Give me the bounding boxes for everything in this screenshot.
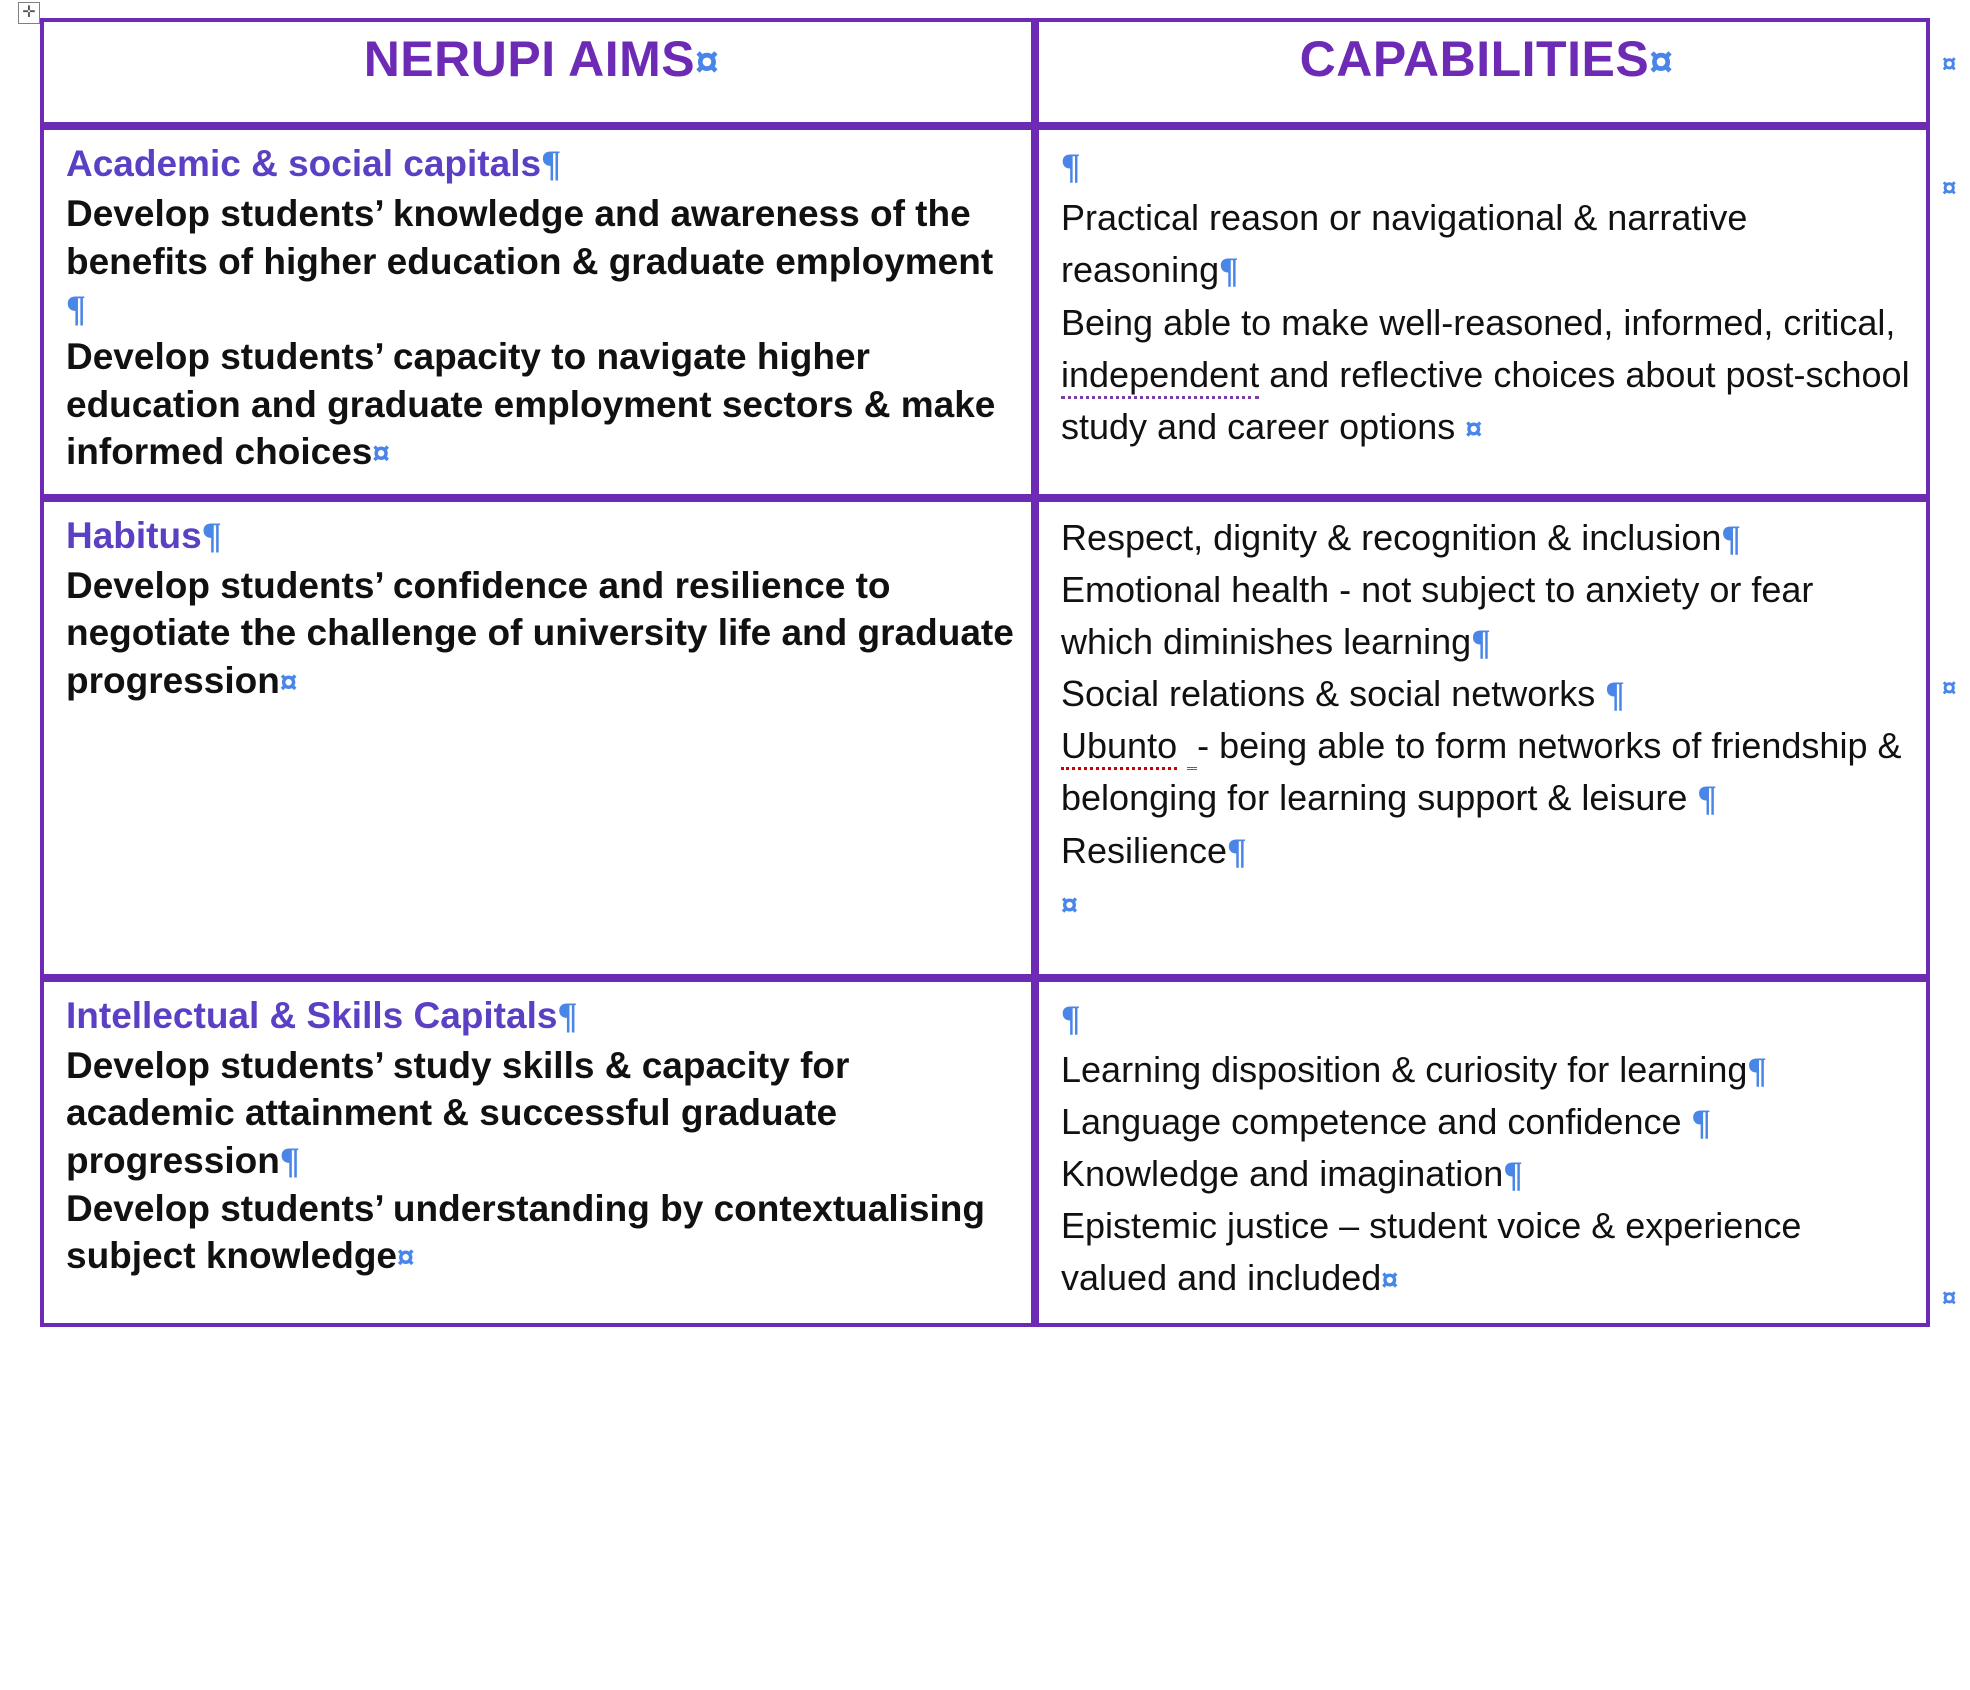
pilcrow-icon: ¶ <box>541 144 562 185</box>
pilcrow-icon: ¶ <box>66 289 86 331</box>
margin-anchor-icon: ¤ <box>1942 172 1957 202</box>
row-title: Intellectual & Skills Capitals¶ <box>66 994 578 1037</box>
header-cell-capabilities[interactable] <box>1035 18 1930 126</box>
row-title: Academic & social capitals¶ <box>66 143 562 185</box>
row-title: Habitus¶ <box>66 514 222 557</box>
pilcrow-icon: ¶ <box>1503 1154 1523 1195</box>
pilcrow-icon: ¶ <box>201 515 222 557</box>
empty-paragraph <box>1061 992 1912 1044</box>
header-label-aims: NERUPI AIMS¤ <box>363 31 720 87</box>
capability-item: Knowledge and imagination¶ <box>1061 1153 1523 1195</box>
aims-cell-intellectual-skills-capitals[interactable] <box>40 978 1035 1327</box>
anchor-mark-icon: ¤ <box>397 1240 415 1276</box>
header-label-capabilities: CAPABILITIES¤ <box>1299 31 1674 87</box>
table-header-row <box>40 18 1930 126</box>
margin-anchor-icon: ¤ <box>1942 672 1957 702</box>
capability-item: Practical reason or navigational & narrative reasoning¶ <box>1061 197 1748 291</box>
empty-paragraph <box>1061 140 1912 192</box>
table-row <box>40 978 1930 1327</box>
pilcrow-icon: ¶ <box>1227 830 1247 871</box>
capability-item: Ubunto - being able to form networks of friendship & belonging for learning support & leisure ¶ <box>1061 725 1902 819</box>
pilcrow-icon: ¶ <box>1605 674 1625 715</box>
anchor-mark-icon: ¤ <box>1381 1263 1399 1298</box>
capability-item: Social relations & social networks ¶ <box>1061 673 1625 715</box>
capability-item: Epistemic justice – student voice & experience valued and included¤ <box>1061 1205 1802 1299</box>
aim-paragraph: Develop students’ understanding by contextualising subject knowledge¤ <box>66 1187 985 1277</box>
header-cell-aims[interactable] <box>40 18 1035 126</box>
aims-cell-academic-social-capitals[interactable] <box>40 126 1035 498</box>
capabilities-cell-academic-social-capitals[interactable] <box>1035 126 1930 498</box>
capabilities-cell-habitus[interactable] <box>1035 498 1930 978</box>
aim-paragraph: Develop students’ capacity to navigate higher education and graduate employment sectors & make informed choices¤ <box>66 336 996 473</box>
aim-paragraph: Develop students’ confidence and resilience to negotiate the challenge of university life and graduate progression¤ <box>66 564 1014 701</box>
capabilities-cell-intellectual-skills-capitals[interactable] <box>1035 978 1930 1327</box>
pilcrow-icon: ¶ <box>1691 1101 1711 1142</box>
pilcrow-icon: ¶ <box>1219 250 1239 291</box>
anchor-mark-icon: ¤ <box>372 436 390 472</box>
aims-cell-habitus[interactable] <box>40 498 1035 978</box>
capability-item: Learning disposition & curiosity for learning¶ <box>1061 1048 1767 1090</box>
capability-item: Language competence and confidence ¶ <box>1061 1100 1711 1142</box>
pilcrow-icon: ¶ <box>1747 1049 1767 1090</box>
capability-item: Being able to make well-reasoned, informed, critical, independent and reflective choices about post-school study and career options ¤ <box>1061 301 1910 447</box>
capability-item: Respect, dignity & recognition & inclusion¶ <box>1061 516 1741 558</box>
capability-item: Resilience¶ <box>1061 829 1247 871</box>
margin-anchor-icon: ¤ <box>1942 1282 1957 1312</box>
table-move-handle[interactable]: ✛ <box>18 2 40 24</box>
margin-anchor-icon: ¤ <box>1942 48 1957 78</box>
pilcrow-icon: ¶ <box>1061 146 1081 186</box>
anchor-mark-icon: ¤ <box>279 664 298 700</box>
pilcrow-icon: ¶ <box>279 1140 300 1182</box>
pilcrow-icon: ¶ <box>1471 621 1491 662</box>
pilcrow-icon: ¶ <box>1697 778 1717 819</box>
capability-item: Emotional health - not subject to anxiety or fear which diminishes learning¶ <box>1061 568 1814 662</box>
anchor-mark-icon: ¤ <box>695 39 720 86</box>
nerupi-aims-capabilities-table <box>40 18 1930 1327</box>
table-row <box>40 126 1930 498</box>
aim-paragraph: Develop students’ knowledge and awareness of the benefits of higher education & graduate employment ¶ <box>66 193 994 331</box>
pilcrow-icon: ¶ <box>1061 997 1081 1038</box>
empty-paragraph <box>1061 877 1912 929</box>
anchor-mark-icon: ¤ <box>1649 39 1674 86</box>
pilcrow-icon: ¶ <box>557 995 578 1037</box>
anchor-mark-icon: ¤ <box>1465 411 1483 446</box>
anchor-mark-icon: ¤ <box>1061 887 1079 922</box>
pilcrow-icon: ¶ <box>1721 517 1741 558</box>
aim-paragraph: Develop students’ study skills & capacity for academic attainment & successful graduate progression¶ <box>66 1044 850 1182</box>
table-row <box>40 498 1930 978</box>
